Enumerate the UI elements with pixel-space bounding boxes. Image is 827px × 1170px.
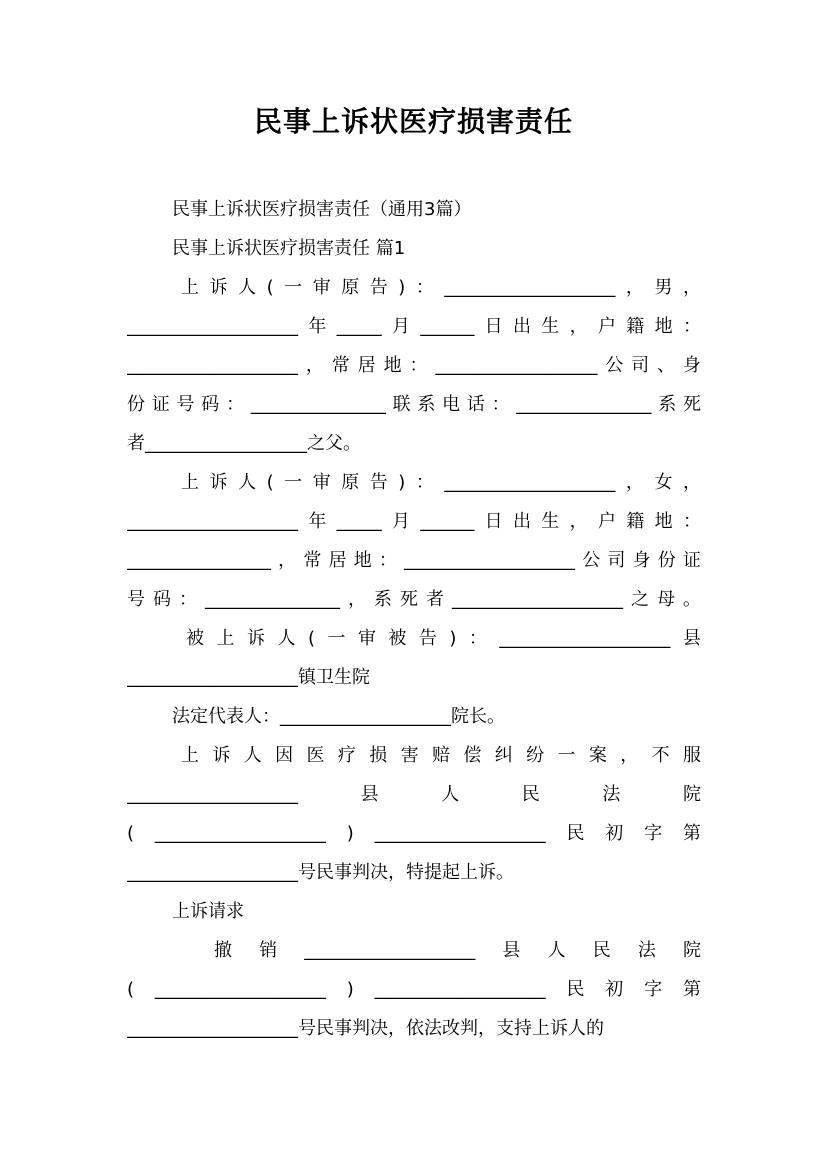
text-run: ) [346,979,354,1000]
text-run: 初 [605,979,624,1000]
text-run: 死 [682,394,701,415]
text-run: ： [682,511,701,532]
text-run: 地 [353,550,372,571]
text-run: 诉 [246,628,265,649]
body-line [181,468,701,498]
text-run: 之 [631,589,649,610]
text-run: 地 [654,511,673,532]
text-run: ___________________ [404,550,576,571]
text-run: 日 [484,316,503,337]
text-run: 第 [682,979,701,1000]
text-run: _____ [336,511,382,532]
text-run: 系 [374,589,392,610]
text-run: 一 [284,277,303,298]
text-run: 年 [308,511,327,532]
text-run: 害 [400,745,419,766]
text-run: ： [491,394,510,415]
text-run: 诉 [209,277,228,298]
text-run: 上 [181,745,199,766]
text-run: 系 [417,394,436,415]
text-run: ， [625,472,644,493]
text-run: 因 [275,745,294,766]
text-run: 地 [654,316,673,337]
text-run: _______________ [516,394,652,415]
text-run: ___________________ [452,589,623,610]
text-run: 年 [308,316,327,337]
text-run: ： [682,316,701,337]
body-line: ___________________号民事判决，特提起上诉。 [127,862,514,883]
text-run: 码 [153,589,171,610]
text-run: 医 [306,745,325,766]
text-run: 初 [605,823,624,844]
document-subtitle: 民事上诉状医疗损害责任（通用3篇） [172,199,472,220]
text-run: 告 [418,628,437,649]
text-run: ： [226,394,245,415]
text-run: 生 [541,316,560,337]
text-run: 人 [243,745,262,766]
text-run: 民 [566,979,585,1000]
text-run: 县 [682,628,701,649]
text-run: 上 [181,472,199,493]
text-run: ___________________ [304,940,476,961]
text-run: 身 [632,550,651,571]
text-run: ： [378,550,397,571]
text-run: 法 [602,784,621,805]
text-run: ___________________ [444,277,616,298]
text-run: 常 [331,355,350,376]
text-run: ： [409,355,428,376]
section-heading: 上诉请求 [172,901,244,922]
text-run: ， [620,745,639,766]
text-run: 户 [597,511,616,532]
text-run: 民 [521,784,540,805]
text-run: 电 [442,394,461,415]
text-run: 原 [341,472,360,493]
text-run: ： [179,589,197,610]
text-run: 案 [588,745,607,766]
text-run: 居 [328,550,347,571]
body-line [127,507,701,537]
text-run: 服 [683,745,701,766]
text-run: 字 [644,823,663,844]
text-run: 话 [466,394,485,415]
body-line [127,780,701,810]
text-run: 月 [391,511,410,532]
text-run: 销 [259,940,278,961]
text-run: 上 [181,277,199,298]
text-run: ， [625,277,644,298]
text-run: 居 [357,355,376,376]
text-run: 原 [341,277,360,298]
text-run: _______________ [205,589,340,610]
text-run: 常 [303,550,322,571]
text-run: 字 [644,979,663,1000]
text-run: 被 [186,628,204,649]
text-run: 号 [176,394,195,415]
text-run: 人 [277,628,296,649]
text-run: 纷 [526,745,545,766]
text-run: 联 [392,394,411,415]
text-run: 告 [369,472,388,493]
text-run: 出 [512,316,531,337]
body-line [181,741,701,771]
text-run: 生 [541,511,560,532]
text-run: ： [468,628,487,649]
body-line: 法定代表人：___________________院长。 [172,706,505,727]
text-run: 撤 [214,940,232,961]
text-run: 出 [512,511,531,532]
text-run: 公 [582,550,601,571]
text-run: ___________________ [127,355,298,376]
text-run: 、 [657,355,676,376]
text-run: 司 [607,550,626,571]
text-run: ___________________ [127,784,298,805]
text-run: ， [305,355,324,376]
text-run: 县 [360,784,379,805]
text-run: 县 [502,940,521,961]
text-run: 一 [327,628,346,649]
text-run: 审 [312,472,331,493]
text-run: 被 [388,628,407,649]
text-run: 号 [127,589,145,610]
body-line [186,624,701,654]
text-run: ___________________ [127,316,298,337]
text-run: 疗 [337,745,356,766]
text-run: ( [266,472,274,493]
text-run: 院 [682,940,701,961]
text-run: 死 [400,589,418,610]
text-run: ， [682,472,701,493]
text-run: 证 [151,394,170,415]
text-run: 系 [658,394,677,415]
text-run: 人 [547,940,566,961]
text-run: ) [449,628,457,649]
text-run: 。 [683,589,701,610]
text-run: 份 [657,550,676,571]
text-run: ______ [420,316,475,337]
body-line [127,585,701,615]
text-run: ___________________ [374,979,546,1000]
text-run: ___________________ [374,823,546,844]
text-run: 户 [597,316,616,337]
text-run: 纠 [494,745,513,766]
text-run: ( [266,277,274,298]
text-run: 籍 [626,316,645,337]
text-run: 证 [682,550,701,571]
text-run: ， [569,511,588,532]
text-run: ， [348,589,366,610]
text-run: 不 [651,745,670,766]
section-heading: 民事上诉状医疗损害责任 篇1 [172,238,406,259]
body-line [127,975,701,1005]
text-run: 公 [605,355,624,376]
body-line [127,819,701,849]
text-run: ) [346,823,354,844]
text-run: ___________________ [154,823,326,844]
text-run: 母 [657,589,675,610]
text-run: 地 [383,355,402,376]
text-run: 告 [369,277,388,298]
body-line: ___________________镇卫生院 [127,667,370,688]
text-run: ( [127,979,135,1000]
text-run: 人 [441,784,460,805]
text-run: ， [569,316,588,337]
text-run: ( [127,823,135,844]
text-run: 人 [238,472,257,493]
document-title: 民事上诉状医疗损害责任 [253,105,573,138]
text-run: ( [307,628,315,649]
text-run: __________________ [435,355,598,376]
text-run: 审 [357,628,376,649]
body-line: ___________________号民事判决，依法改判，支持上诉人的 [127,1018,604,1039]
text-run: ： [415,472,434,493]
body-line [127,312,701,342]
text-run: ) [398,277,406,298]
body-line [181,273,701,303]
text-run: 一 [557,745,576,766]
body-line: 者__________________之父。 [127,433,361,454]
text-run: _____ [336,316,382,337]
text-run: ___________________ [499,628,671,649]
text-run: ： [415,277,434,298]
text-run: ______ [420,511,475,532]
text-run: ___________________ [154,979,326,1000]
text-run: 女 [654,472,673,493]
text-run: 审 [312,277,331,298]
text-run: 诉 [209,472,228,493]
body-line [127,390,701,420]
text-run: ， [682,277,701,298]
text-run: ___________________ [444,472,616,493]
text-run: 人 [238,277,257,298]
text-run: 第 [682,823,701,844]
text-run: 月 [391,316,410,337]
text-run: 司 [631,355,650,376]
text-run: 者 [426,589,444,610]
text-run: 上 [216,628,235,649]
text-run: 码 [201,394,220,415]
text-run: 民 [566,823,585,844]
text-run: 民 [592,940,611,961]
text-run: ________________ [127,550,271,571]
body-line [127,546,701,576]
text-run: 偿 [463,745,482,766]
text-run: 日 [484,511,503,532]
text-run: 男 [654,277,673,298]
body-line [127,351,701,381]
text-run: ， [278,550,297,571]
text-run: 院 [682,784,701,805]
body-line [214,936,701,966]
text-run: _______________ [250,394,386,415]
text-run: 赔 [432,745,450,766]
text-run: 法 [637,940,656,961]
text-run: 份 [127,394,145,415]
text-run: 籍 [626,511,645,532]
text-run: 诉 [212,745,231,766]
text-run: ___________________ [127,511,298,532]
text-run: ) [398,472,406,493]
text-run: 损 [369,745,388,766]
text-run: 身 [682,355,701,376]
text-run: 一 [284,472,303,493]
